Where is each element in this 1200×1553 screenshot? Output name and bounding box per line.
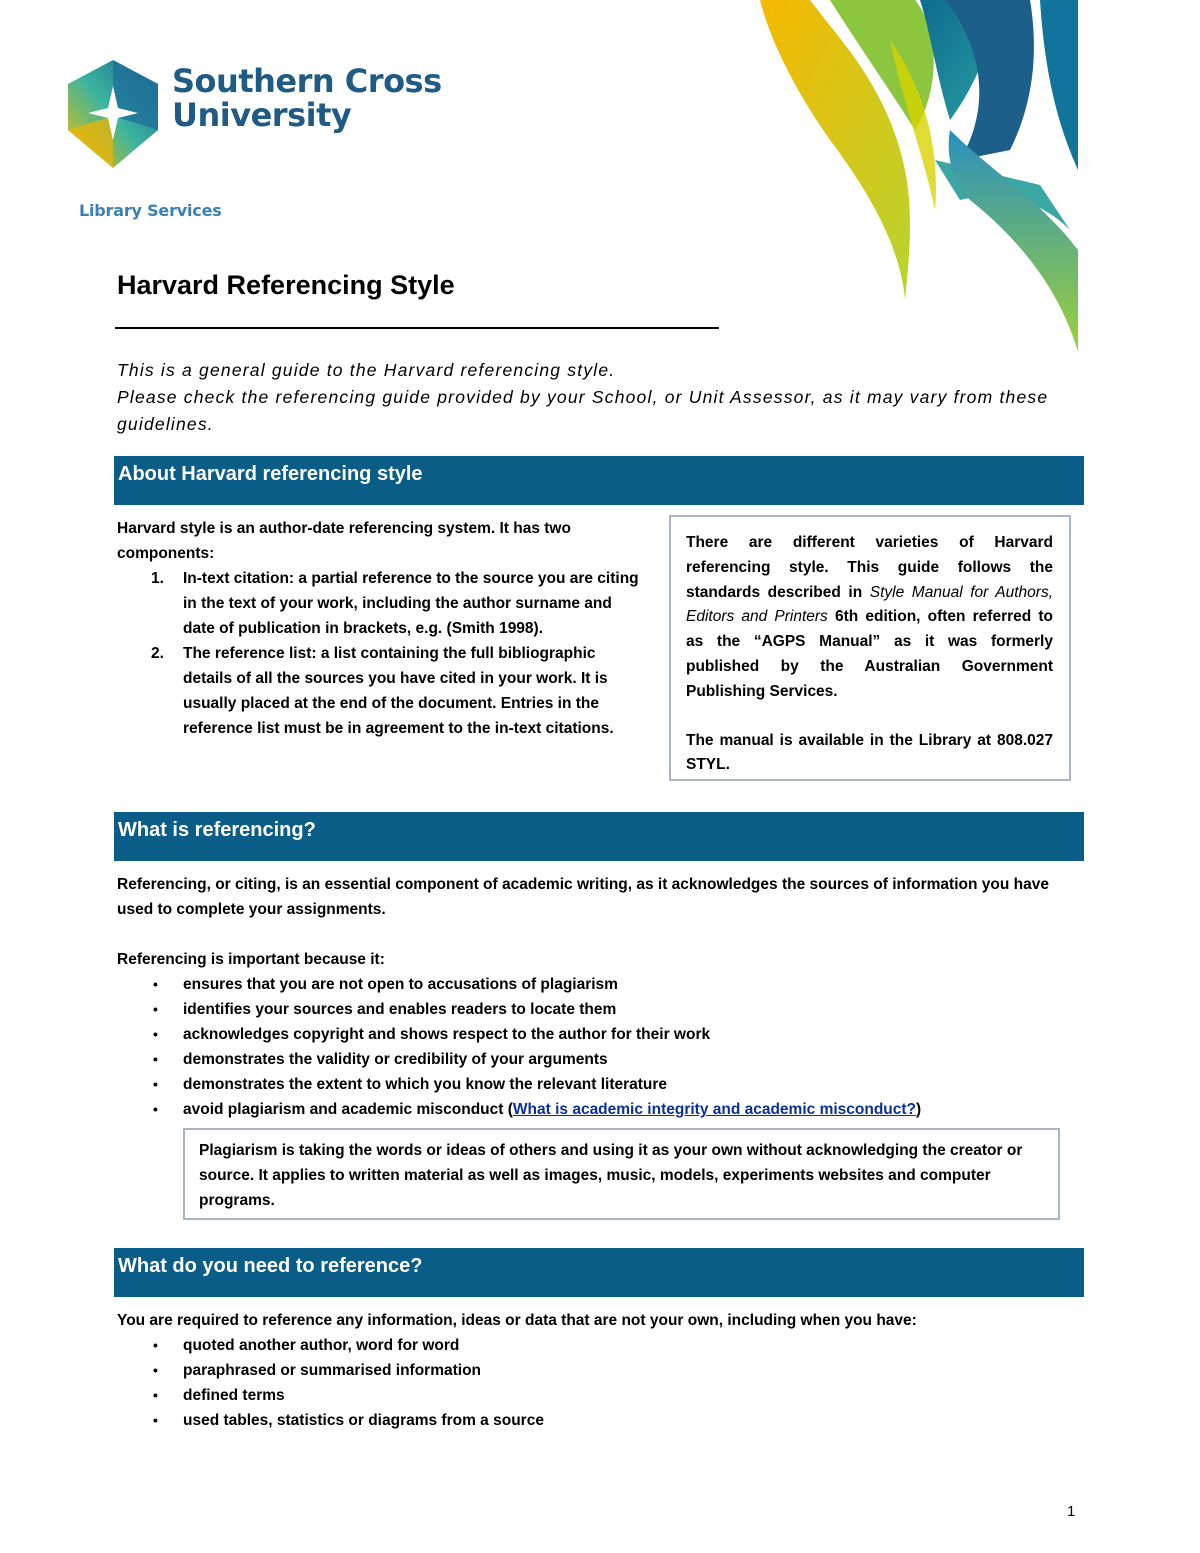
decorative-corner-graphic xyxy=(740,0,1080,352)
list-item xyxy=(117,1022,1087,1047)
what-lead: Referencing is important because it: xyxy=(117,951,385,968)
bullet: • xyxy=(153,1001,158,1017)
intro-note xyxy=(117,357,1067,438)
list-item-text: avoid plagiarism and academic misconduct ( xyxy=(183,1101,513,1118)
bullet: • xyxy=(153,1051,158,1067)
manual-title: Style Manual for Authors, Editors and Printers xyxy=(686,583,1054,626)
components-list xyxy=(117,566,647,741)
title-divider xyxy=(115,327,719,329)
list-item xyxy=(117,1333,1087,1358)
academic-integrity-link[interactable]: What is academic integrity and academic misconduct? xyxy=(512,1101,917,1118)
list-item-text: paraphrased or summarised information xyxy=(183,1362,482,1379)
list-item-text-end: ) xyxy=(916,1101,922,1118)
library-services-label: Library Services xyxy=(79,201,222,220)
bullet: • xyxy=(153,1026,158,1042)
brand-line-2: University xyxy=(172,96,352,134)
list-item-text: quoted another author, word for word xyxy=(183,1337,460,1354)
list-item-text: ensures that you are not open to accusations of plagiarism xyxy=(183,976,618,993)
university-logo-icon xyxy=(66,58,160,170)
list-item-text: identifies your sources and enables readers to locate them xyxy=(183,1001,617,1018)
list-item xyxy=(117,641,647,741)
bullet: • xyxy=(153,1101,158,1117)
list-item xyxy=(117,1097,1087,1122)
bullet: • xyxy=(153,1362,158,1378)
list-item xyxy=(117,1383,1087,1408)
what-section-text xyxy=(117,872,1087,1122)
brand-name xyxy=(172,64,442,132)
agps-manual-box xyxy=(669,515,1071,781)
bullet: • xyxy=(153,976,158,992)
list-item-text: used tables, statistics or diagrams from a source xyxy=(183,1412,544,1429)
list-item xyxy=(117,997,1087,1022)
what-paragraph: Referencing, or citing, is an essential component of academic writing, as it acknowledges the sources of information you have used to complete your assignments. xyxy=(117,876,1049,918)
page-title: Harvard Referencing Style xyxy=(117,270,455,300)
need-lead: You are required to reference any information, ideas or data that are not your own, including when you have: xyxy=(117,1312,917,1329)
bullet: • xyxy=(153,1076,158,1092)
list-item-text: acknowledges copyright and shows respect to the author for their work xyxy=(183,1026,711,1043)
need-section-text xyxy=(117,1308,1087,1433)
plagiarism-definition-box: Plagiarism is taking the words or ideas of others and using it as your own without acknowledging the creator or source. It applies to written material as well as images, music, models, experiments websites and computer programs. xyxy=(183,1128,1060,1220)
bullet: • xyxy=(153,1412,158,1428)
about-section-text xyxy=(117,516,647,741)
list-item xyxy=(117,566,647,641)
manual-location: The manual is available in the Library at 808.027 STYL. xyxy=(686,731,1053,774)
about-lead: Harvard style is an author-date referencing system. It has two components: xyxy=(117,520,571,562)
brand-line-1: Southern Cross xyxy=(172,62,442,100)
list-item-text: The reference list: a list containing the full bibliographic details of all the sources you have cited in your work. It is usually placed at the end of the document. Entries in the reference list must be in agreement to the in-text citations. xyxy=(183,645,614,737)
section-heading-about: About Harvard referencing style xyxy=(114,456,1084,505)
intro-line-1: This is a general guide to the Harvard referencing style. xyxy=(117,360,616,380)
list-item xyxy=(117,1358,1087,1383)
list-item xyxy=(117,1408,1087,1433)
need-list xyxy=(117,1333,1087,1433)
list-item-text: demonstrates the validity or credibility of your arguments xyxy=(183,1051,608,1068)
agps-text-before: There are different varieties of Harvard referencing style. This guide follows the standards described in xyxy=(686,534,1053,601)
list-number: 1. xyxy=(151,570,164,587)
bullet: • xyxy=(153,1337,158,1353)
intro-line-2: Please check the referencing guide provided by your School, or Unit Assessor, as it may vary from these guidelines. xyxy=(117,387,1049,434)
list-item xyxy=(117,1072,1087,1097)
page-number: 1 xyxy=(1067,1503,1076,1520)
list-item xyxy=(117,972,1087,997)
bullet: • xyxy=(153,1387,158,1403)
list-item-text: defined terms xyxy=(183,1387,285,1404)
section-heading-what: What is referencing? xyxy=(114,812,1084,861)
agps-text-after: 6th edition, often referred to as the “AGPS Manual” as it was formerly published by the Australian Government Publishing Services. xyxy=(686,608,1054,700)
section-heading-need: What do you need to reference? xyxy=(114,1248,1084,1297)
agps-box-paragraph xyxy=(686,531,1053,705)
list-number: 2. xyxy=(151,645,164,662)
reasons-list xyxy=(117,972,1087,1122)
list-item-text: In-text citation: a partial reference to the source you are citing in the text of your work, including the author surname and date of publication in brackets, e.g. (Smith 1998). xyxy=(183,570,639,637)
list-item xyxy=(117,1047,1087,1072)
list-item-text: demonstrates the extent to which you know the relevant literature xyxy=(183,1076,668,1093)
